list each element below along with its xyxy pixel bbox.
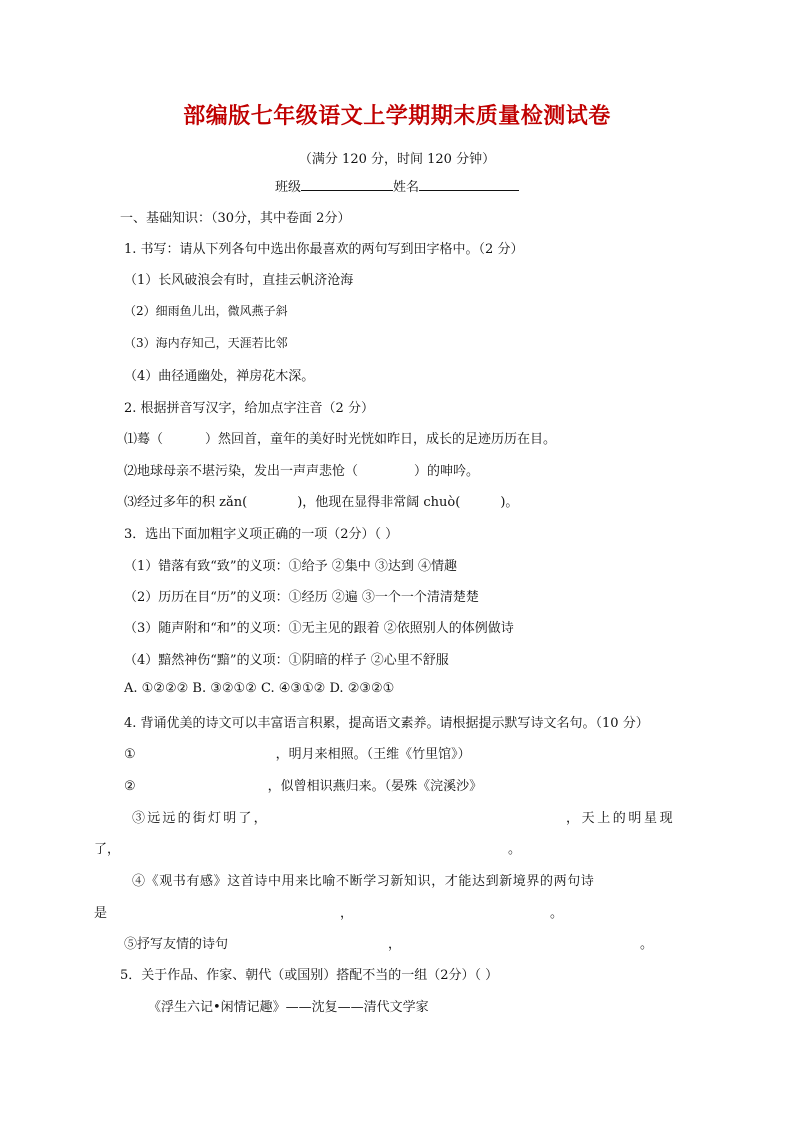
q2-c-pre: ⑶经过多年的积 zǎn( (124, 495, 248, 510)
q4-c-line2: 了， (94, 842, 121, 857)
q2-c-post: )。 (500, 495, 519, 510)
q4-d-line1 (132, 870, 594, 889)
q4-c-end: 。 (508, 842, 522, 857)
class-blank (301, 176, 393, 191)
q4-e-end: 。 (640, 937, 654, 952)
q2-item-3 (124, 491, 518, 510)
q4-c-pre-text: ③远远的街灯明了， (132, 811, 269, 826)
q5-first-option: 《浮生六记•闲情记趣》——沈复——清代文学家 (148, 1000, 429, 1015)
name-blank (419, 176, 519, 191)
q3-item-1: （1）错落有致“致”的义项：①给予 ②集中 ③达到 ④情趣 (124, 559, 457, 574)
q2-b-post: ）的呻吟。 (414, 464, 480, 479)
q4-d-line1-text: ④《观书有感》这首诗中用来比喻不断学习新知识，才能达到新境界的两句诗 (132, 874, 595, 889)
class-name-line (0, 176, 794, 195)
q3-options: A. ①②②② B. ③②①② C. ④③①② D. ②③②① (124, 681, 395, 696)
q5-stem: 5．关于作品、作家、朝代（或国别）搭配不当的一组（2分）（ ） (120, 968, 499, 983)
q1-stem: 1. 书写：请从下列各句中选出你最喜欢的两句写到田字格中。（2 分） (124, 242, 524, 257)
q4-item-2 (124, 775, 482, 794)
q1-item-4: （4）曲径通幽处，禅房花木深。 (124, 369, 315, 384)
q4-a-num: ① (124, 747, 136, 762)
q4-d-line2: 是 (94, 906, 108, 921)
q2-a-post: ）然回首，童年的美好时光恍如昨日，成长的足迹历历在目。 (205, 432, 557, 447)
q1-item-2: （2）细雨鱼儿出，微风燕子斜 (124, 304, 288, 318)
section-heading: 一、基础知识：（30分，其中卷面 2分） (120, 211, 351, 226)
exam-info: （满分 120 分，时间 120 分钟） (298, 152, 496, 167)
q4-stem: 4. 背诵优美的诗文可以丰富语言积累，提高语文素养。请根据提示默写诗文名句。（10 分） (124, 716, 649, 731)
q2-stem: 2. 根据拼音写汉字，给加点字注音（2 分） (124, 401, 374, 416)
q3-stem: 3．选出下面加粗字义项正确的一项（2分）（ ） (124, 527, 399, 542)
q4-c-comma-text: ，天上的明星现 (566, 811, 676, 826)
q4-b-text: ，似曾相识燕归来。（晏殊《浣溪沙》 (267, 779, 483, 794)
q2-item-1 (124, 428, 556, 447)
q3-item-4: （4）黯然神伤“黯”的义项：①阴暗的样子 ②心里不舒服 (124, 653, 449, 668)
q2-c-mid: )，他现在显得非常阔 chuò( (297, 495, 461, 510)
q4-e-comma: ， (388, 937, 402, 952)
name-label: 姓名 (393, 180, 420, 195)
q3-item-3: （3）随声附和“和”的义项：①无主见的跟着 ②依照别人的体例做诗 (124, 621, 514, 636)
q1-item-1: （1）长风破浪会有时，直挂云帆济沧海 (124, 273, 354, 288)
q2-b-pre: ⑵地球母亲不堪污染，发出一声声悲怆（ (124, 464, 359, 479)
class-label: 班级 (274, 180, 301, 195)
q4-b-num: ② (124, 779, 136, 794)
q4-c-after (566, 807, 675, 826)
q4-d-comma: ， (340, 906, 354, 921)
q1-item-3: （3）海内存知己，天涯若比邻 (124, 336, 288, 350)
q2-item-2 (124, 460, 479, 479)
q4-item-1 (124, 743, 471, 762)
q4-c-pre (132, 807, 269, 826)
q3-item-2: （2）历历在目“历”的义项：①经历 ②遍 ③一个一个清清楚楚 (124, 590, 479, 605)
q2-a-pre: ⑴蓦（ (124, 432, 164, 447)
q4-d-end: 。 (550, 906, 564, 921)
q4-e-pre: ⑤抒写友情的诗句 (124, 937, 229, 952)
page-title: 部编版七年级语文上学期期末质量检测试卷 (183, 104, 611, 129)
q4-a-text: ，明月来相照。（王维《竹里馆》） (275, 747, 471, 762)
